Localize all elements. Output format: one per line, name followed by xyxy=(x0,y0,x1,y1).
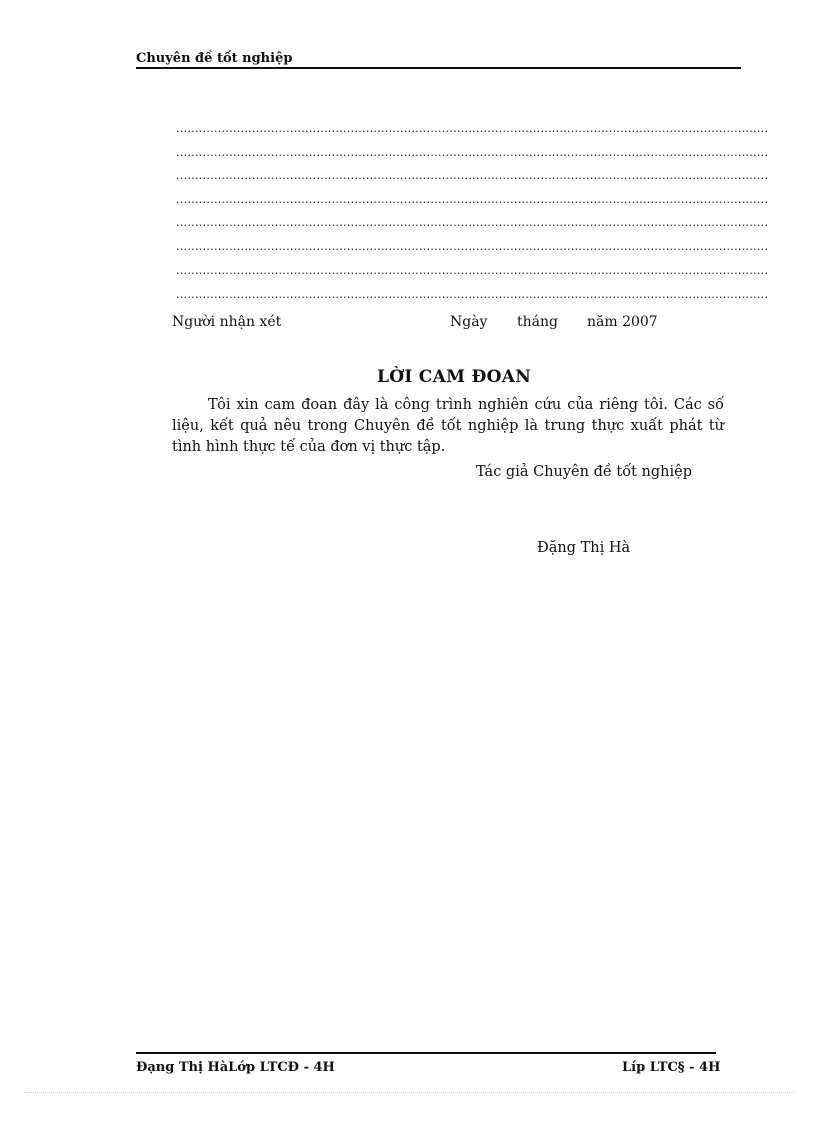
author-name: Đặng Thị Hà xyxy=(537,540,631,556)
reviewer-label: Người nhận xét xyxy=(172,314,282,330)
comment-dotted-line: ............................................................................................................................................................ xyxy=(176,122,769,135)
declaration-title-text: LỜI CAM ĐOAN xyxy=(376,367,532,387)
footer-left-text: Đạng Thị HàLớp LTCĐ - 4H xyxy=(136,1060,335,1075)
header-divider xyxy=(136,67,741,69)
declaration-title xyxy=(0,367,816,387)
comment-dotted-line: ............................................................................................................................................................ xyxy=(176,288,769,301)
comment-dotted-line: ............................................................................................................................................................ xyxy=(176,169,769,182)
declaration-body xyxy=(172,395,724,458)
comment-dotted-line: ............................................................................................................................................................ xyxy=(176,264,769,277)
author-role: Tác giả Chuyên đề tốt nghiệp xyxy=(476,464,692,480)
comment-dotted-line: ............................................................................................................................................................ xyxy=(176,216,769,229)
footer-divider xyxy=(136,1052,716,1054)
comment-dotted-line: ............................................................................................................................................................ xyxy=(176,193,769,206)
page-bottom-border xyxy=(24,1092,794,1093)
footer-right-text: Líp LTC§ - 4H xyxy=(622,1060,721,1075)
page-header-title: Chuyên đề tốt nghiệp xyxy=(136,51,293,66)
date-month-label: tháng xyxy=(517,314,558,330)
declaration-paragraph: Tôi xin cam đoan đây là công trình nghiên cứu của riêng tôi. Các số liệu, kết quả nêu trong Chuyên đề tốt nghiệp là trung thực xuất phát từ tình hình thực tế của đơn vị thực tập. xyxy=(172,397,724,455)
date-day-label: Ngày xyxy=(450,314,488,330)
comment-dotted-line: ............................................................................................................................................................ xyxy=(176,240,769,253)
date-year-label: năm 2007 xyxy=(587,314,658,330)
comment-dotted-line: ............................................................................................................................................................ xyxy=(176,146,769,159)
